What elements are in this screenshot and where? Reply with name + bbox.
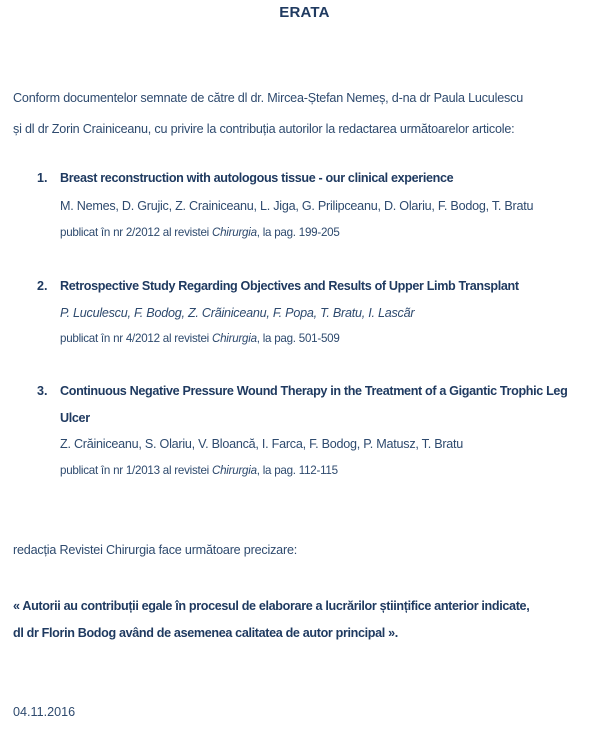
pub-suffix: , la pag. 501-509 (256, 332, 340, 345)
pub-suffix: , la pag. 112-115 (256, 464, 338, 477)
article-publication (60, 464, 338, 477)
article-title-line-1: Continuous Negative Pressure Wound Therapy in the Treatment of a Gigantic Trophic Leg (60, 384, 568, 398)
article-publication (60, 226, 340, 239)
quote-line-1: « Autorii au contribuții egale în procesul de elaborare a lucrărilor științifice anterior indicate, (13, 599, 530, 613)
journal-name: Chirurgia (211, 332, 257, 345)
article-title: Breast reconstruction with autologous tissue - our clinical experience (60, 171, 454, 185)
article-title: Retrospective Study Regarding Objectives and Results of Upper Limb Transplant (60, 279, 519, 293)
pub-prefix: publicat în nr 1/2013 al revistei (60, 464, 212, 477)
article-authors: P. Luculescu, F. Bodog, Z. Crãiniceanu, F. Popa, T. Bratu, I. Lascãr (60, 306, 415, 320)
quote-line-2: dl dr Florin Bodog având de asemenea calitatea de autor principal ». (13, 626, 398, 640)
article-authors: Z. Crăiniceanu, S. Olariu, V. Bloancă, I. Farca, F. Bodog, P. Matusz, T. Bratu (60, 437, 464, 451)
pub-prefix: publicat în nr 4/2012 al revistei (60, 332, 212, 345)
article-authors: M. Nemes, D. Grujic, Z. Crainiceanu, L. Jiga, G. Prilipceanu, D. Olariu, F. Bodog, T. Bratu (60, 199, 534, 213)
page-title: ERATA (279, 4, 330, 21)
pub-suffix: , la pag. 199-205 (256, 226, 340, 239)
article-title-line-2: Ulcer (60, 411, 90, 425)
intro-line-1: Conform documentelor semnate de către dl dr. Mircea-Ștefan Nemeș, d-na dr Paula Luculescu (13, 91, 523, 105)
article-number: 3. (37, 384, 48, 398)
intro-line-2: și dl dr Zorin Crainiceanu, cu privire la contribuția autorilor la redactarea următoarelor articole: (13, 122, 515, 136)
document-date: 04.11.2016 (13, 705, 76, 719)
editorial-note: redacția Revistei Chirurgia face următoare precizare: (13, 543, 298, 557)
journal-name: Chirurgia (211, 226, 257, 239)
article-number: 1. (37, 171, 48, 185)
journal-name: Chirurgia (211, 464, 257, 477)
article-publication (60, 332, 340, 345)
pub-prefix: publicat în nr 2/2012 al revistei (60, 226, 212, 239)
article-number: 2. (37, 279, 48, 293)
